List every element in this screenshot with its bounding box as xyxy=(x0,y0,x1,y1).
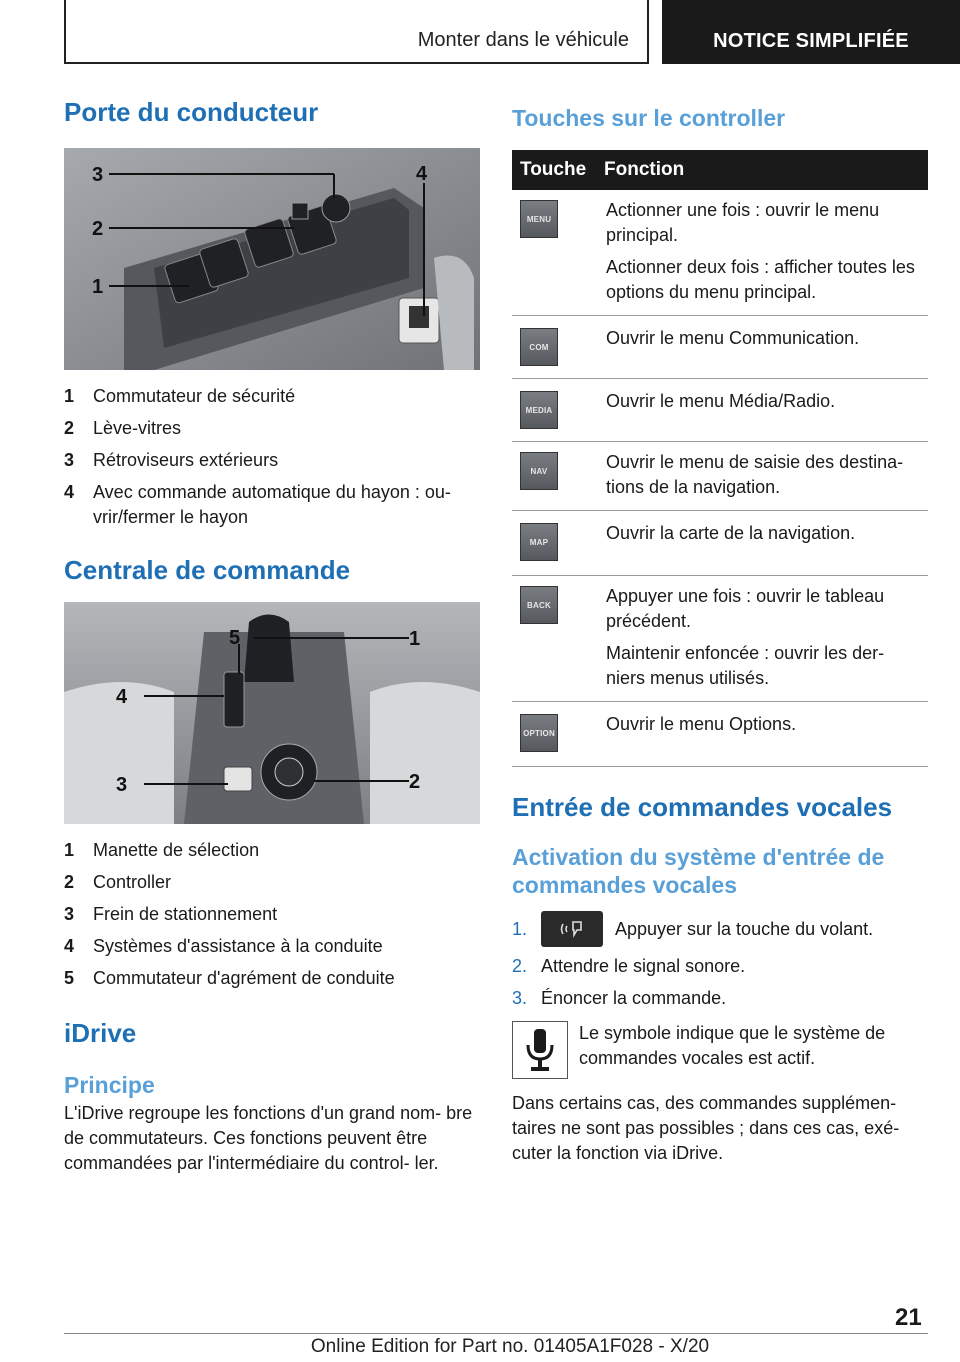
step-item: 3. Énoncer la commande. xyxy=(512,988,727,1008)
door-illustration xyxy=(64,148,480,370)
idrive-subtitle: Principe xyxy=(64,1072,155,1098)
door-legend xyxy=(64,384,480,530)
step-item: 2. Attendre le signal sonore. xyxy=(512,956,746,976)
console-title: Centrale de commande xyxy=(64,555,351,585)
table-row: MENU Actionner une fois : ouvrir le menu principal. Actionner deux fois : afficher toutes les options du menu principal. xyxy=(512,190,928,316)
header-chapter-box xyxy=(662,0,960,64)
legend-item: 5 Commutateur d'agrément de conduite xyxy=(64,968,395,988)
legend-item: 3 Rétroviseurs extérieurs xyxy=(64,450,279,470)
voice-button-icon xyxy=(541,911,603,947)
voice-note-text: Le symbole indique que le système de commandes vocales est actif. xyxy=(579,1023,886,1068)
console-photo xyxy=(64,602,480,824)
col-header-function: Fonction xyxy=(604,159,685,180)
option-key-icon: OPTION xyxy=(520,714,558,752)
map-key-icon: MAP xyxy=(520,523,558,561)
nav-key-icon: NAV xyxy=(520,452,558,490)
console-callout: 1 xyxy=(409,628,421,650)
voice-text: Dans certains cas, des commandes supplémen- taires ne sont pas possibles ; dans ces cas, exé- cuter la fonction via iDrive. xyxy=(512,1093,900,1163)
voice-note xyxy=(512,1021,928,1079)
keys-title: Touches sur le controller xyxy=(512,105,786,131)
table-row: OPTION Ouvrir le menu Options. xyxy=(512,702,928,767)
table-row: COM Ouvrir le menu Communication. xyxy=(512,316,928,379)
door-callout: 1 xyxy=(92,276,104,298)
legend-item: 1 Commutateur de sécurité xyxy=(64,386,296,406)
legend-item: 4 Avec commande automatique du hayon : ou- vrir/fermer le hayon xyxy=(64,482,451,527)
legend-item: 2 Controller xyxy=(64,872,172,892)
door-callout: 4 xyxy=(416,163,428,185)
legend-item: 4 Systèmes d'assistance à la conduite xyxy=(64,936,383,956)
table-header xyxy=(512,150,928,190)
door-title: Porte du conducteur xyxy=(64,97,319,127)
console-callout: 3 xyxy=(116,774,128,796)
voice-subtitle: Activation du système d'entrée de commandes vocales xyxy=(512,844,885,898)
header-chapter: NOTICE SIMPLIFIÉE xyxy=(713,30,909,52)
menu-key-icon: MENU xyxy=(520,200,558,238)
step-item: 1. Appuyer sur la touche du volant. xyxy=(512,911,928,947)
idrive-text: L'iDrive regroupe les fonctions d'un grand nom- bre de commutateurs. Ces fonctions peuvent être commandées par l'intermédiaire du control- ler. xyxy=(64,1103,473,1173)
right-column xyxy=(512,96,928,1166)
console-illustration xyxy=(64,602,480,824)
microphone-icon xyxy=(512,1021,568,1079)
media-key-icon: MEDIA xyxy=(520,391,558,429)
door-callout: 3 xyxy=(92,164,104,186)
back-key-icon: BACK xyxy=(520,586,558,624)
keys-table xyxy=(512,150,928,767)
table-row: NAV Ouvrir le menu de saisie des destina- tions de la navigation. xyxy=(512,442,928,511)
idrive-title: iDrive xyxy=(64,1018,137,1048)
left-column xyxy=(64,96,480,1176)
door-callout: 2 xyxy=(92,218,104,240)
table-row: MAP Ouvrir la carte de la navigation. xyxy=(512,511,928,576)
footer-divider xyxy=(64,1333,928,1334)
page-number: 21 xyxy=(895,1304,922,1331)
door-photo xyxy=(64,148,480,370)
header-section: Monter dans le véhicule xyxy=(417,29,629,51)
console-callout: 2 xyxy=(409,771,421,793)
voice-title: Entrée de commandes vocales xyxy=(512,792,893,822)
table-row: BACK Appuyer une fois : ouvrir le tableau précédent. Maintenir enfoncée : ouvrir les der- niers menus utilisés. xyxy=(512,576,928,702)
footer-edition: Online Edition for Part no. 01405A1F028 - X/20 xyxy=(310,1336,710,1357)
legend-item: 1 Manette de sélection xyxy=(64,840,260,860)
col-header-key: Touche xyxy=(520,159,587,180)
com-key-icon: COM xyxy=(520,328,558,366)
console-legend xyxy=(64,838,480,991)
table-row: MEDIA Ouvrir le menu Média/Radio. xyxy=(512,379,928,442)
header-section-box xyxy=(64,0,649,64)
console-callout: 4 xyxy=(116,686,128,708)
voice-steps xyxy=(512,911,928,1011)
legend-item: 2 Lève-vitres xyxy=(64,418,182,438)
console-callout: 5 xyxy=(229,627,241,649)
legend-item: 3 Frein de stationnement xyxy=(64,904,278,924)
